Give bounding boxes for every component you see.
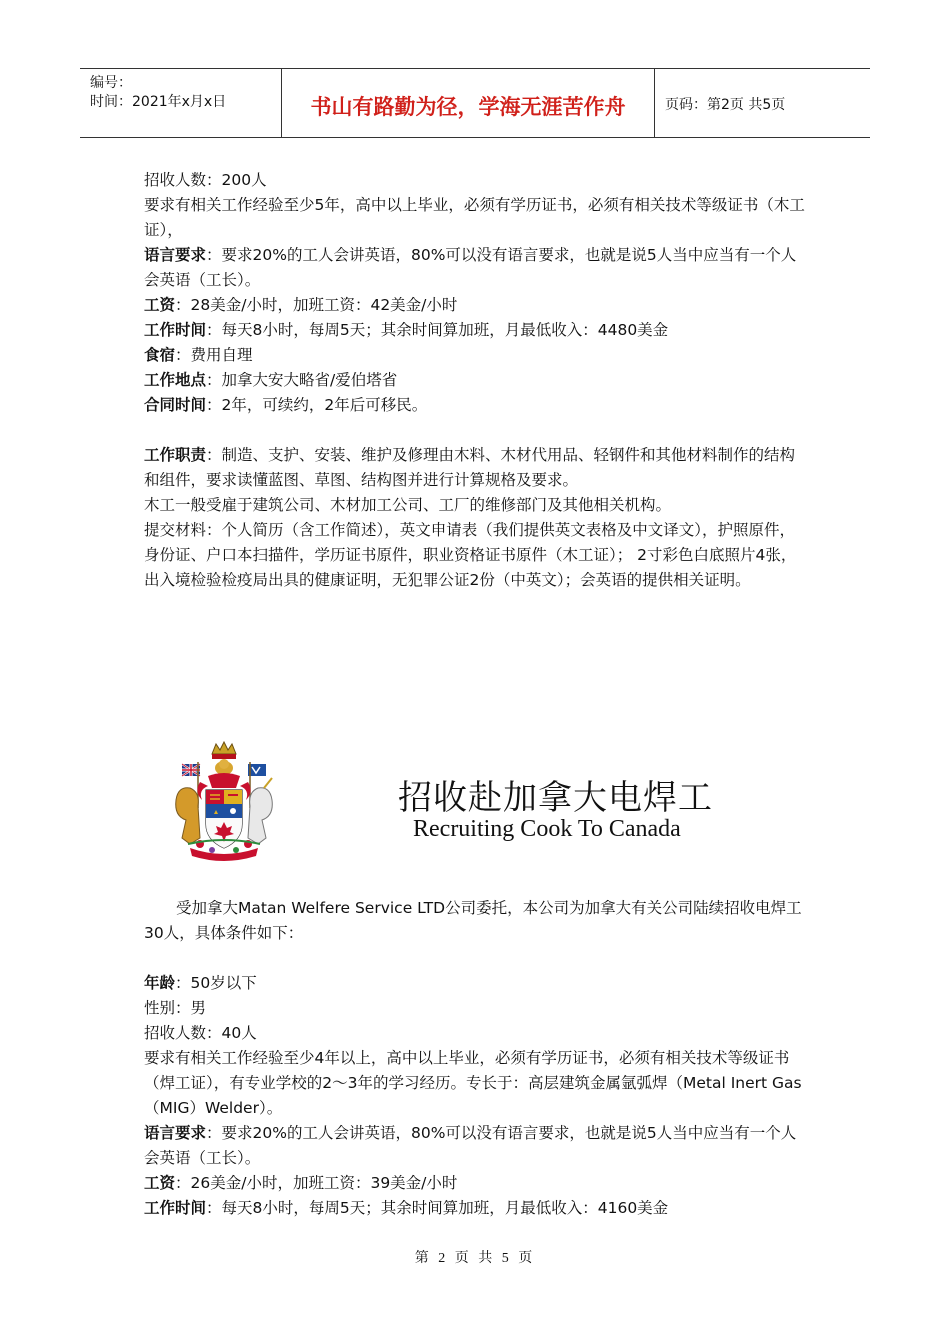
- motto: 书山有路勤为径，学海无涯苦作舟: [310, 94, 626, 119]
- section-welder-details: [144, 896, 810, 1221]
- time-label: 时间：2021年x月x日: [90, 94, 227, 110]
- gender: 性别：男: [144, 999, 207, 1017]
- work-hours: 工作时间：每天8小时，每周5天；其余时间算加班，月最低收入：4160美金: [144, 1199, 669, 1217]
- wage: 工资：26美金/小时，加班工资：39美金/小时: [144, 1174, 458, 1192]
- headcount: 招收人数：40人: [144, 1024, 257, 1042]
- page-number-label: 页码：第2页 共5页: [665, 97, 786, 113]
- canada-coat-of-arms-icon: [160, 740, 288, 868]
- section-carpenter-details: [144, 168, 810, 593]
- age: 年龄：50岁以下: [144, 974, 257, 992]
- header-motto-cell: [281, 69, 655, 137]
- header-page-cell: [655, 69, 870, 137]
- language-requirement: 语言要求：要求20%的工人会讲英语，80%可以没有语言要求，也就是说5人当中应当有一个人会英语（工长）。: [144, 1124, 797, 1167]
- page-footer: 第 2 页 共 5 页: [414, 1251, 536, 1266]
- headcount: 招收人数：200人: [144, 171, 267, 189]
- board: 食宿：费用自理: [144, 346, 253, 364]
- number-label: 编号：: [90, 75, 132, 91]
- work-location: 工作地点：加拿大安大略省/爱伯塔省: [144, 371, 398, 389]
- requirement: 要求有相关工作经验至少5年，高中以上毕业，必须有学历证书，必须有相关技术等级证书（木工证），: [144, 196, 805, 239]
- work-hours: 工作时间：每天8小时，每周5天；其余时间算加班，月最低收入：4480美金: [144, 321, 669, 339]
- language-requirement: 语言要求：要求20%的工人会讲英语，80%可以没有语言要求，也就是说5人当中应当有一个人会英语（工长）。: [144, 246, 797, 289]
- requirement: 要求有相关工作经验至少4年以上，高中以上毕业，必须有学历证书，必须有相关技术等级证书（焊工证），有专业学校的2～3年的学习经历。专长于：高层建筑金属氩弧焊（Metal Inert Gas（MIG）Welder）。: [144, 1049, 802, 1117]
- section-title-cn: 招收赴加拿大电焊工: [398, 778, 713, 818]
- intro: 受加拿大Matan Welfere Service LTD公司委托，本公司为加拿大有关公司陆续招收电焊工30人，具体条件如下：: [144, 899, 802, 942]
- required-materials: 提交材料：个人简历（含工作简述），英文申请表（我们提供英文表格及中文译文），护照原件，身份证、户口本扫描件，学历证书原件，职业资格证书原件（木工证）； 2寸彩色白底照片4张，出入境检验检疫局出具的健康证明，无犯罪公证2份（中英文）；会英语的提供相关证明。: [144, 521, 797, 589]
- job-duties: 工作职责：制造、支护、安装、维护及修理由木料、木材代用品、轻钢件和其他材料制作的结构和组件，要求读懂蓝图、草图、结构图并进行计算规格及要求。: [144, 446, 796, 489]
- spacer: [144, 946, 810, 971]
- section-title-en: Recruiting Cook To Canada: [413, 816, 681, 842]
- header-info-cell: [80, 69, 280, 137]
- wage: 工资：28美金/小时，加班工资：42美金/小时: [144, 296, 458, 314]
- contract-period: 合同时间：2年，可续约，2年后可移民。: [144, 396, 428, 414]
- spacer: [144, 418, 810, 443]
- employers: 木工一般受雇于建筑公司、木材加工公司、工厂的维修部门及其他相关机构。: [144, 496, 672, 514]
- page-header: [80, 68, 870, 138]
